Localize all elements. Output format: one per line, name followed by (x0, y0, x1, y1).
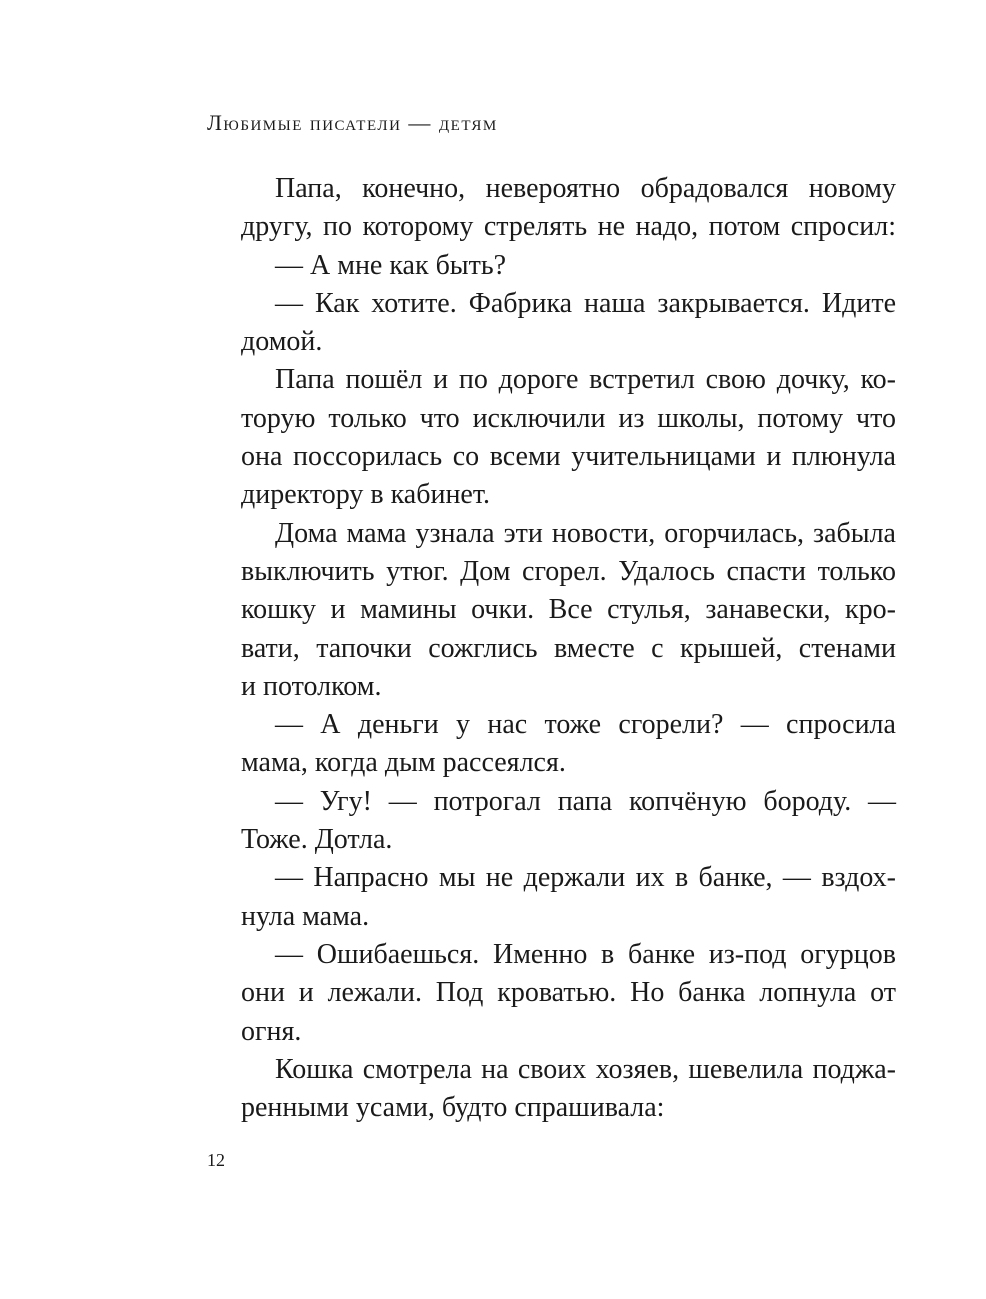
text-line: Папа пошёл и по дороге встретил свою дочку, ко- (275, 364, 896, 396)
text-line: вати, тапочки сожглись вместе с крышей, стенами (241, 632, 896, 664)
paragraph (207, 1051, 896, 1128)
text-line: Дома мама узнала эти новости, огорчилась, забыла (275, 517, 896, 549)
text-line: и потолком. (241, 670, 382, 702)
paragraph (207, 285, 897, 362)
text-line: — Угу! — потрогал папа копчёную бороду. — (275, 785, 897, 817)
paragraph (207, 936, 897, 1051)
text-line: другу, по которому стрелять не надо, потом спросил: (241, 211, 897, 243)
text-line: — А деньги у нас тоже сгорели? — спросила (275, 709, 896, 741)
text-line: Тоже. Дотла. (241, 824, 393, 856)
text-line: огня. (241, 1015, 302, 1047)
text-line: — Ошибаешься. Именно в банке из-под огурцов (275, 938, 896, 970)
text-line: кошку и мамины очки. Все стулья, занавески, кро- (241, 594, 896, 626)
paragraph (207, 361, 896, 514)
paragraph (207, 515, 896, 706)
text-line: они и лежали. Под кроватью. Но банка лопнула от (241, 977, 897, 1009)
text-line: выключить утюг. Дом сгорел. Удалось спасти только (241, 555, 896, 587)
paragraph (207, 783, 897, 860)
text-line: директору в кабинет. (241, 479, 490, 511)
text-line: нула мама. (241, 900, 370, 932)
paragraph (207, 247, 862, 285)
body-text (207, 170, 897, 1127)
text-line: торую только что исключили из школы, потому что (241, 402, 896, 434)
text-line: ренными усами, будто спрашивала: (241, 1092, 665, 1124)
paragraph (207, 706, 896, 783)
text-line: она поссорилась со всеми учительницами и плюнула (241, 441, 896, 473)
text-line: — А мне как быть? (275, 249, 507, 281)
text-line: — Напрасно мы не держали их в банке, — вздох- (275, 862, 896, 894)
page-number: 12 (207, 1150, 225, 1170)
paragraph (207, 170, 897, 247)
running-head: Любимые писатели — детям (207, 110, 498, 135)
text-line: Кошка смотрела на своих хозяев, шевелила поджа- (275, 1053, 896, 1085)
text-line: домой. (241, 326, 323, 358)
text-line: — Как хотите. Фабрика наша закрывается. Идите (275, 287, 897, 319)
paragraph (207, 859, 896, 936)
text-line: Папа, конечно, невероятно обрадовался новому (275, 173, 897, 204)
text-line: мама, когда дым рассеялся. (241, 747, 566, 779)
